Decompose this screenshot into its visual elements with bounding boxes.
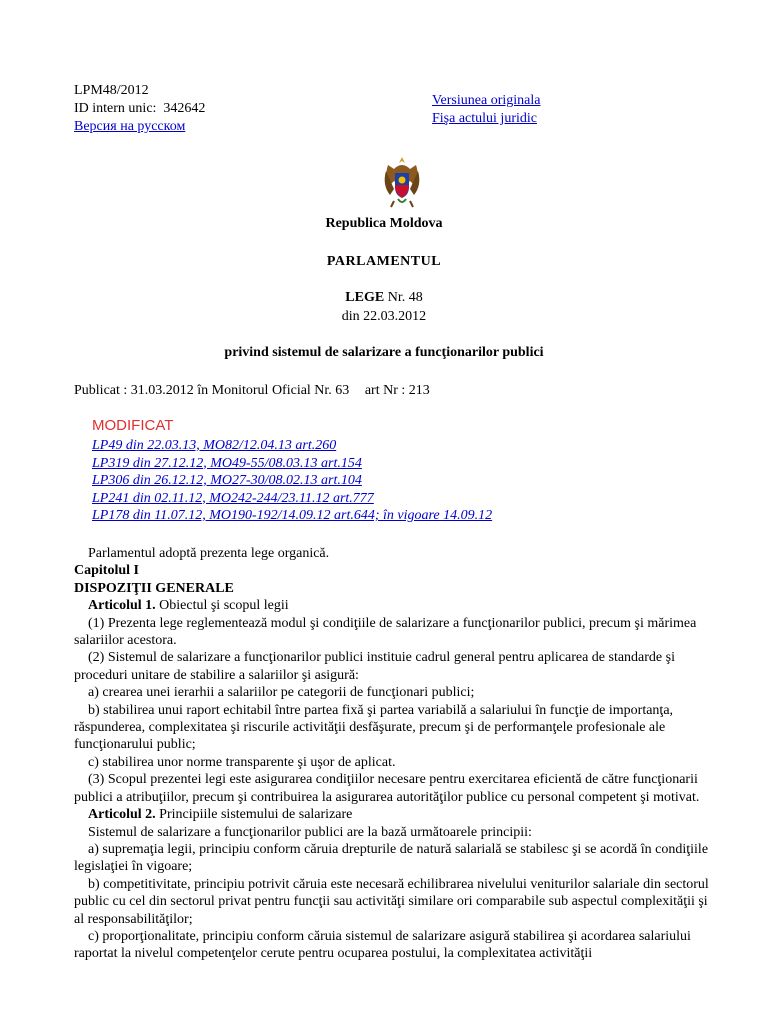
- law-label: LEGE: [345, 290, 385, 305]
- article-2-item-c: c) proporţionalitate, principiu conform căruia sistemul de salarizare asigură stabilirea şi acordarea salariului raportat la nivelul competenţelor cerute pentru ocuparea postului, la complexitatea activităţii: [74, 928, 691, 962]
- publication-text: Publicat : 31.03.2012 în Monitorul Oficial Nr. 63: [74, 383, 350, 398]
- chapter-title: DISPOZIŢII GENERALE: [74, 580, 234, 596]
- article-2-item-b: b) competitivitate, principiu potrivit căruia este necesară echilibrarea nivelului veniturilor salariale din sectorul public cu cel din sectorul privat pentru funcţii sau activităţi similare ori comparabile sub aspectul complexităţii şi al responsabilităţilor;: [74, 876, 709, 927]
- moldova-coat-of-arms-icon: [380, 155, 424, 211]
- document-meta: [74, 82, 205, 136]
- chapter-number: Capitolul I: [74, 563, 139, 579]
- original-version-link[interactable]: Versiunea originala: [432, 93, 541, 108]
- republic-name: Republica Moldova: [325, 216, 443, 231]
- article-2-intro: Sistemul de salarizare a funcţionarilor publici are la bază următoarele principii:: [88, 824, 532, 840]
- internal-id: [74, 100, 205, 118]
- modification-link[interactable]: LP319 din 27.12.12, MO49-55/08.03.13 art.154: [92, 455, 362, 471]
- article-1-item-b: b) stabilirea unui raport echitabil între partea fixă şi partea variabilă a salariului în funcţie de importanţa, răspunderea, complexitatea şi riscurile activităţii desfăşurate, precum şi de performanţele profesionale ale funcţionarului public;: [74, 702, 674, 753]
- article-1-item-a: a) crearea unei ierarhii a salariilor pe categorii de funcţionari publici;: [88, 685, 475, 701]
- modification-link[interactable]: LP178 din 11.07.12, MO190-192/14.09.12 art.644; în vigoare 14.09.12: [92, 508, 493, 523]
- internal-id-label: ID intern unic:: [74, 101, 157, 116]
- law-number: [0, 290, 768, 306]
- russian-version-link[interactable]: Версия на русском: [74, 119, 186, 134]
- publication-article: art Nr : 213: [364, 383, 430, 398]
- article-2-heading: [74, 806, 714, 823]
- article-1-label: Articolul 1.: [88, 598, 156, 614]
- document-links: [432, 92, 540, 128]
- law-date: din 22.03.2012: [341, 309, 427, 324]
- article-1-paragraph-2: (2) Sistemul de salarizare a funcţionarilor publici instituie cadrul general pentru aplicarea de standarde şi proceduri unitare de stabilire a salariilor şi asigură:: [74, 650, 675, 683]
- article-1-title: Obiectul şi scopul legii: [155, 598, 289, 614]
- law-number-value: Nr. 48: [387, 290, 423, 305]
- article-1-heading: [74, 597, 714, 614]
- article-1-item-c: c) stabilirea unor norme transparente şi uşor de aplicat.: [88, 754, 396, 770]
- article-1-paragraph-1: (1) Prezenta lege reglementează modul şi condiţiile de salarizare a funcţionarilor publici, precum şi mărimea salariilor acestora.: [74, 615, 697, 649]
- intro-paragraph: Parlamentul adoptă prezenta lege organică.: [88, 546, 330, 561]
- law-body: [74, 545, 714, 963]
- law-subject: privind sistemul de salarizare a funcţionarilor publici: [224, 345, 544, 360]
- modifications-list: [92, 437, 492, 525]
- internal-id-value: 342642: [163, 101, 206, 116]
- legal-act-sheet-link[interactable]: Fişa actului juridic: [432, 111, 537, 126]
- article-1-paragraph-3: (3) Scopul prezentei legi este asigurarea condiţiilor necesare pentru exercitarea eficientă de către funcţionarii publici a atribuţiilor, precum şi contribuirea la asigurarea autorităţilor publice cu personal competent şi motivat.: [74, 772, 700, 805]
- article-2-item-a: a) supremaţia legii, principiu conform căruia drepturile de natură salarială se stabilesc şi se acordă în condiţiile legislaţiei în vigoare;: [74, 841, 709, 875]
- article-2-title: Principiile sistemului de salarizare: [155, 807, 353, 823]
- modified-label: MODIFICAT: [92, 417, 174, 434]
- publication-info: [74, 382, 430, 400]
- article-2-label: Articolul 2.: [88, 807, 156, 823]
- parliament-heading: PARLAMENTUL: [326, 254, 442, 269]
- modification-link[interactable]: LP49 din 22.03.13, MO82/12.04.13 art.260: [92, 438, 337, 453]
- modification-link[interactable]: LP241 din 02.11.12, MO242-244/23.11.12 art.777: [92, 490, 374, 506]
- document-code: LPM48/2012: [74, 83, 149, 98]
- modification-link[interactable]: LP306 din 26.12.12, MO27-30/08.02.13 art.104: [92, 473, 362, 488]
